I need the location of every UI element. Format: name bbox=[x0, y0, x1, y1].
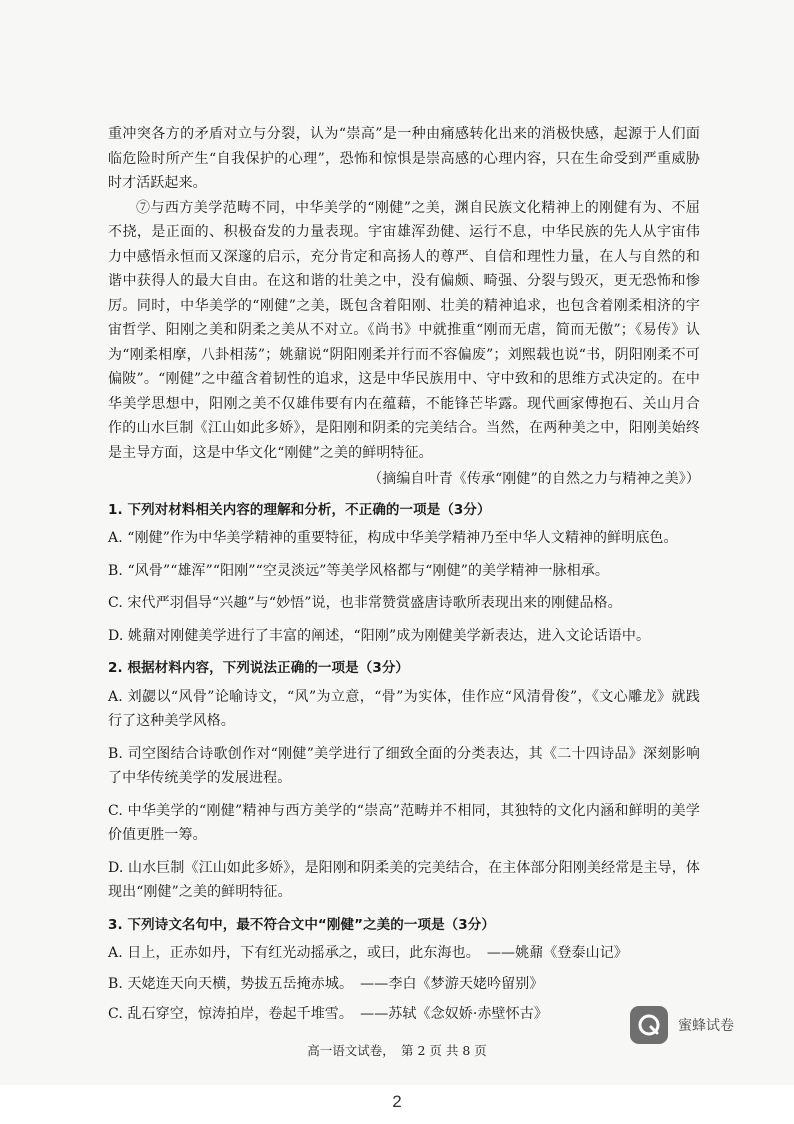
passage-paragraph: ⑦与西方美学范畴不同，中华美学的“刚健”之美，渊自民族文化精神上的刚健有为、不屈不挠，是正面的、积极奋发的力量表现。宇宙雄浑劲健、运行不息，中华民族的先人从宇宙伟力中感悟永恒而又深邃的启示，充分肯定和高扬人的尊严、自信和理性力量，在人与自然的和谐中获得人的最大自由。在这和谐的壮美之中，没有偏颇、畸强、分裂与毁灭，更无恐怖和惨厉。同时，中华美学的“刚健”之美，既包含着阳刚、壮美的精神追求，也包含着刚柔相济的宇宙哲学、阳刚之美和阴柔之美从不对立。《尚书》中就推重“刚而无虐，简而无傲”；《易传》认为“刚柔相摩，八卦相荡”；姚鼐说“阴阳刚柔并行而不容偏废”；刘熙载也说“书，阴阳刚柔不可偏陂”。“刚健”之中蕴含着韧性的追求，这是中华民族用中、守中致和的思维方式决定的。在中华美学思想中，阳刚之美不仅雄伟要有内在蕴藉，不能锋芒毕露。现代画家傅抱石、关山月合作的山水巨制《江山如此多娇》，是阳刚和阴柔的完美结合。当然，在两种美之中，阳刚美始终是主导方面，这是中华文化“刚健”之美的鲜明特征。 bbox=[108, 199, 700, 461]
bee-logo-icon bbox=[630, 1006, 668, 1044]
page-number: 2 bbox=[392, 1092, 402, 1111]
question-2 bbox=[108, 656, 700, 905]
question-title: 3. 下列诗文名句中，最不符合文中“刚健”之美的一项是（3分） bbox=[108, 916, 495, 933]
passage-source: （摘编自叶青《传承“刚健”的自然之力与精神之美》） bbox=[368, 471, 700, 487]
option-b: B. 司空图结合诗歌创作对“刚健”美学进行了细致全面的分类表达，其《二十四诗品》深刻影响了中华传统美学的发展进程。 bbox=[108, 745, 700, 786]
watermark-text: 蜜蜂试卷 bbox=[678, 1018, 734, 1034]
page-content bbox=[108, 122, 700, 1033]
option-a: A. 日上，正赤如丹，下有红光动摇承之，或曰，此东海也。 ——姚鼐《登泰山记》 bbox=[108, 945, 628, 961]
option-b: B. “风骨”“雄浑”“阳刚”“空灵淡远”等美学风格都与“刚健”的美学精神一脉相承。 bbox=[108, 562, 609, 579]
question-3 bbox=[108, 913, 700, 1027]
passage-paragraph: 重冲突各方的矛盾对立与分裂，认为“崇高”是一种由痛感转化出来的消极快感，起源于人们面临危险时所产生“自我保护的心理”，恐怖和惊惧是崇高感的心理内容，只在生命受到严重威胁时才活跃起来。 bbox=[108, 126, 700, 191]
option-c: C. 乱石穿空，惊涛拍岸，卷起千堆雪。 ——苏轼《念奴娇·赤壁怀古》 bbox=[108, 1006, 548, 1022]
question-title: 2. 根据材料内容，下列说法正确的一项是（3分） bbox=[108, 660, 410, 676]
option-d: D. 山水巨制《江山如此多娇》，是阳刚和阴柔美的完美结合，在主体部分阳刚美经常是主导，体现出“刚健”之美的鲜明特征。 bbox=[108, 859, 700, 900]
option-d: D. 姚鼐对刚健美学进行了丰富的阐述，“阳刚”成为刚健美学新表达，进入文论话语中。 bbox=[108, 627, 651, 644]
watermark bbox=[630, 1006, 734, 1044]
option-c: C. 中华美学的“刚健”精神与西方美学的“崇高”范畴并不相同，其独特的文化内涵和鲜明的美学价值更胜一筹。 bbox=[108, 802, 700, 843]
question-title: 1. 下列对材料相关内容的理解和分析，不正确的一项是（3分） bbox=[108, 501, 491, 518]
option-a: A. 刘勰以“风骨”论喻诗文，“风”为立意，“骨”为实体，佳作应“风清骨俊”，《文心雕龙》就践行了这种美学风格。 bbox=[108, 688, 700, 729]
page-footer: 高一语文试卷， 第 2 页 共 8 页 bbox=[307, 1043, 487, 1058]
question-1 bbox=[108, 498, 700, 649]
option-b: B. 天姥连天向天横，势拔五岳掩赤城。 ——李白《梦游天姥吟留别》 bbox=[108, 975, 544, 992]
option-a: A. “刚健”作为中华美学精神的重要特征，构成中华美学精神乃至中华人文精神的鲜明底色。 bbox=[108, 530, 678, 546]
option-c: C. 宋代严羽倡导“兴趣”与“妙悟”说，也非常赞赏盛唐诗歌所表现出来的刚健品格。 bbox=[108, 595, 622, 611]
